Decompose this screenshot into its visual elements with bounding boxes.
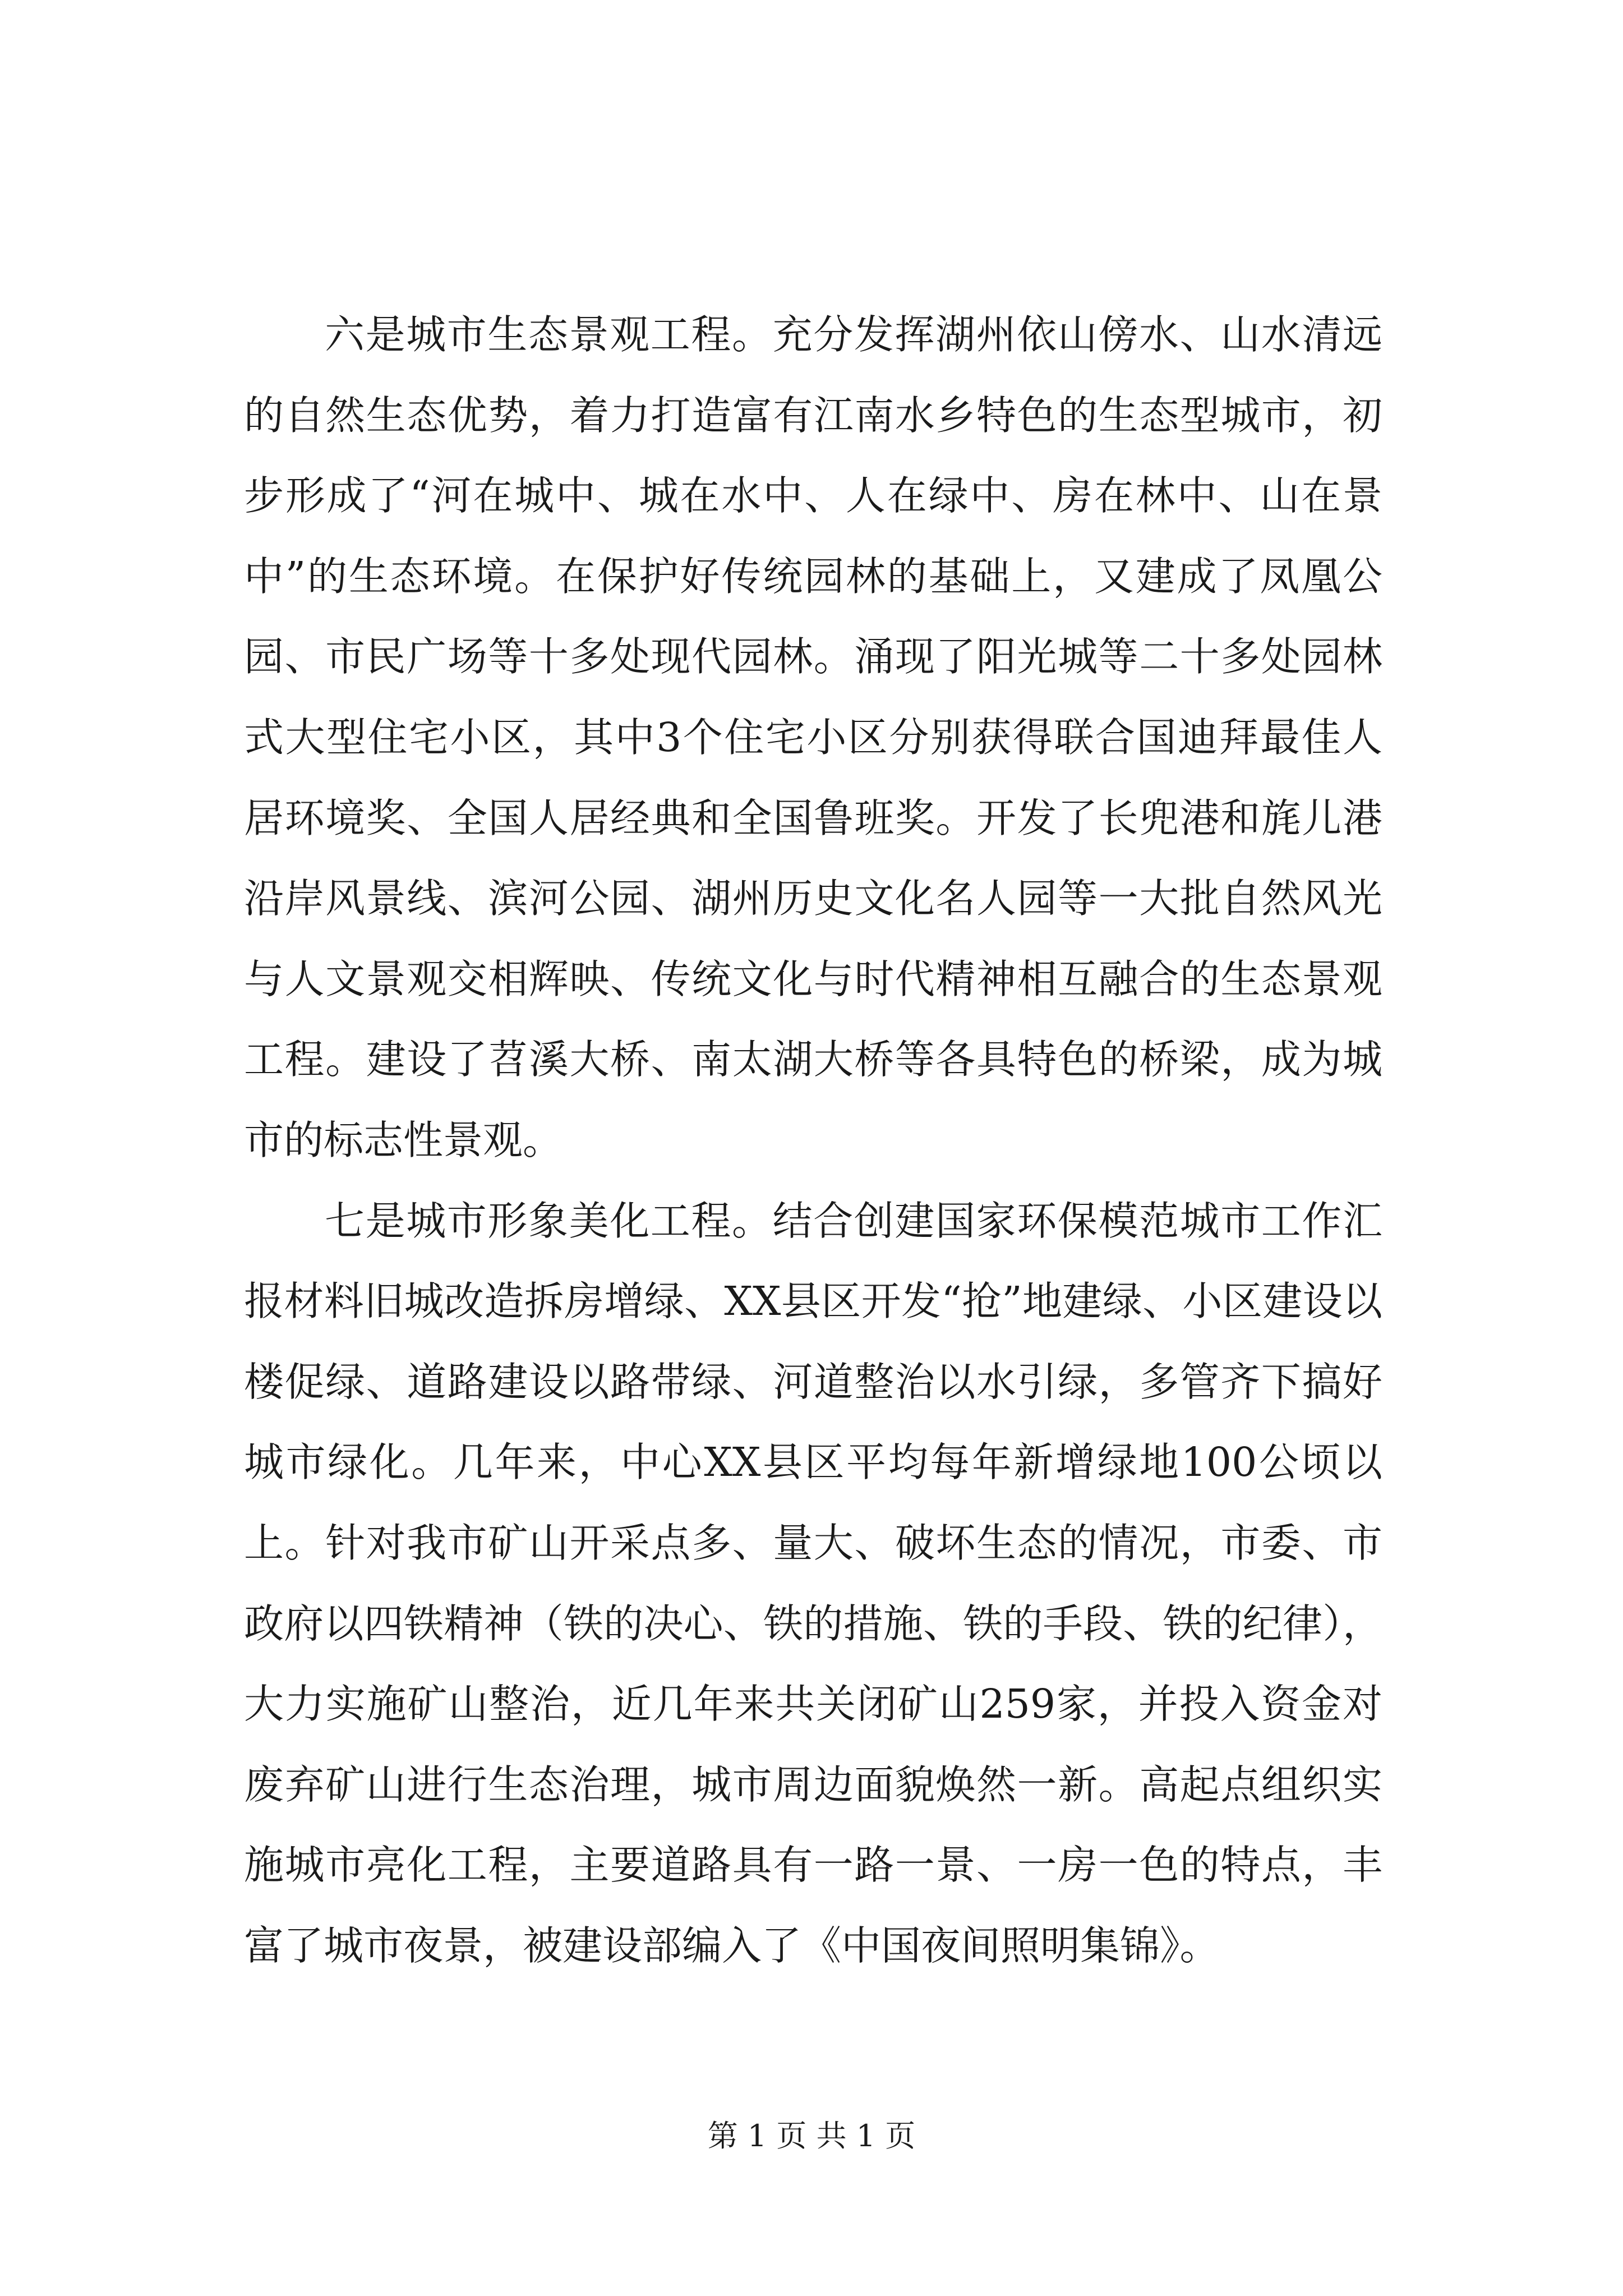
- paragraph-section-six: 六是城市生态景观工程。充分发挥湖州依山傍水、山水清远的自然生态优势，着力打造富有江南水乡特色的生态型城市，初步形成了“河在城中、城在水中、人在绿中、房在林中、山在景中”的生态环境。在保护好传统园林的基础上，又建成了凤凰公园、市民广场等十多处现代园林。涌现了阳光城等二十多处园林式大型住宅小区，其中3个住宅小区分别获得联合国迪拜最佳人居环境奖、全国人居经典和全国鲁班奖。开发了长兜港和旄儿港沿岸风景线、滨河公园、湖州历史文化名人园等一大批自然风光与人文景观交相辉映、传统文化与时代精神相互融合的生态景观工程。建设了苕溪大桥、南太湖大桥等各具特色的桥梁，成为城市的标志性景观。: [244, 311, 1382, 1163]
- document-body: [244, 295, 1382, 1986]
- paragraph-section-seven: 七是城市形象美化工程。结合创建国家环保模范城市工作汇报材料旧城改造拆房增绿、XX县区开发“抢”地建绿、小区建设以楼促绿、道路建设以路带绿、河道整治以水引绿，多管齐下搞好城市绿化。几年来，中心XX县区平均每年新增绿地100公顷以上。针对我市矿山开采点多、量大、破坏生态的情况，市委、市政府以四铁精神（铁的决心、铁的措施、铁的手段、铁的纪律），大力实施矿山整治，近几年来共关闭矿山259家，并投入资金对废弃矿山进行生态治理，城市周边面貌焕然一新。高起点组织实施城市亮化工程，主要道路具有一路一景、一房一色的特点，丰富了城市夜景，被建设部编入了《中国夜间照明集锦》。: [244, 1197, 1382, 1969]
- page-number-footer: 第 1 页 共 1 页: [707, 2118, 916, 2154]
